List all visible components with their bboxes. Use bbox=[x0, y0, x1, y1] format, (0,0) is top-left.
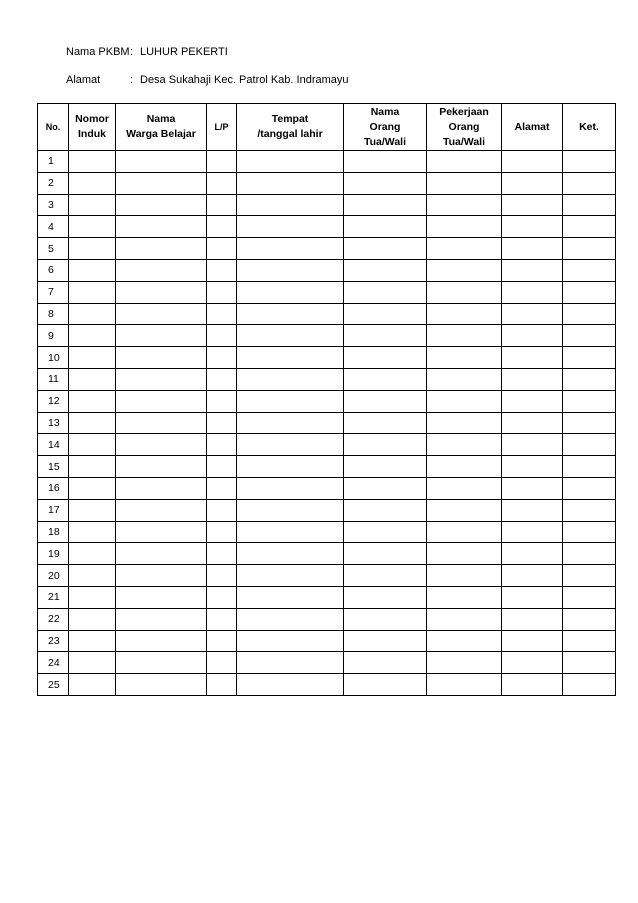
cell-lp[interactable] bbox=[207, 608, 237, 630]
cell-nomor-induk[interactable] bbox=[69, 608, 116, 630]
cell-lp[interactable] bbox=[207, 565, 237, 587]
cell-lp[interactable] bbox=[207, 216, 237, 238]
cell-ket[interactable] bbox=[563, 543, 616, 565]
cell-nomor-induk[interactable] bbox=[69, 412, 116, 434]
table-row bbox=[38, 238, 616, 260]
cell-nama-ortu[interactable] bbox=[344, 172, 427, 194]
cell-nama-ortu[interactable] bbox=[344, 565, 427, 587]
cell-no: 24 bbox=[38, 652, 69, 674]
cell-alamat[interactable] bbox=[502, 390, 563, 412]
cell-lp[interactable] bbox=[207, 586, 237, 608]
cell-tempat-lahir[interactable] bbox=[237, 216, 344, 238]
cell-lp[interactable] bbox=[207, 325, 237, 347]
cell-nama-ortu[interactable] bbox=[344, 434, 427, 456]
cell-tempat-lahir[interactable] bbox=[237, 390, 344, 412]
pkbm-name-row bbox=[66, 45, 228, 59]
cell-ket[interactable] bbox=[563, 325, 616, 347]
cell-nama[interactable] bbox=[116, 477, 207, 499]
cell-alamat[interactable] bbox=[502, 368, 563, 390]
cell-ket[interactable] bbox=[563, 347, 616, 369]
address-label: Alamat bbox=[66, 74, 101, 86]
table-row bbox=[38, 521, 616, 543]
table-row bbox=[38, 368, 616, 390]
cell-tempat-lahir[interactable] bbox=[237, 325, 344, 347]
cell-alamat[interactable] bbox=[502, 151, 563, 173]
cell-tempat-lahir[interactable] bbox=[237, 259, 344, 281]
table-row bbox=[38, 543, 616, 565]
cell-nama[interactable] bbox=[116, 238, 207, 260]
cell-nomor-induk[interactable] bbox=[69, 281, 116, 303]
table-body bbox=[38, 151, 616, 696]
cell-pekerjaan-ortu[interactable] bbox=[427, 325, 502, 347]
cell-ket[interactable] bbox=[563, 630, 616, 652]
cell-alamat[interactable] bbox=[502, 172, 563, 194]
cell-no: 17 bbox=[38, 499, 69, 521]
cell-tempat-lahir[interactable] bbox=[237, 303, 344, 325]
cell-ket[interactable] bbox=[563, 281, 616, 303]
cell-lp[interactable] bbox=[207, 303, 237, 325]
cell-nama[interactable] bbox=[116, 499, 207, 521]
cell-no: 20 bbox=[38, 565, 69, 587]
cell-nomor-induk[interactable] bbox=[69, 565, 116, 587]
cell-nama[interactable] bbox=[116, 303, 207, 325]
table-row bbox=[38, 652, 616, 674]
cell-lp[interactable] bbox=[207, 368, 237, 390]
cell-ket[interactable] bbox=[563, 238, 616, 260]
cell-alamat[interactable] bbox=[502, 238, 563, 260]
header-lp bbox=[207, 104, 237, 151]
cell-nomor-induk[interactable] bbox=[69, 521, 116, 543]
cell-nama[interactable] bbox=[116, 216, 207, 238]
table-row bbox=[38, 172, 616, 194]
cell-pekerjaan-ortu[interactable] bbox=[427, 456, 502, 478]
cell-nama-ortu[interactable] bbox=[344, 216, 427, 238]
header-pekerjaan-line-2: Orang bbox=[448, 120, 480, 133]
cell-nomor-induk[interactable] bbox=[69, 238, 116, 260]
header-tempat-tanggal-lahir bbox=[237, 104, 344, 151]
table-row bbox=[38, 412, 616, 434]
cell-alamat[interactable] bbox=[502, 499, 563, 521]
cell-lp[interactable] bbox=[207, 543, 237, 565]
cell-no: 14 bbox=[38, 434, 69, 456]
cell-no: 15 bbox=[38, 456, 69, 478]
table-row bbox=[38, 281, 616, 303]
table-row bbox=[38, 194, 616, 216]
table-row bbox=[38, 434, 616, 456]
cell-nama-ortu[interactable] bbox=[344, 412, 427, 434]
header-ket-line: Ket. bbox=[579, 120, 599, 133]
cell-alamat[interactable] bbox=[502, 477, 563, 499]
cell-pekerjaan-ortu[interactable] bbox=[427, 543, 502, 565]
cell-nama-ortu[interactable] bbox=[344, 238, 427, 260]
cell-nama-ortu[interactable] bbox=[344, 608, 427, 630]
cell-nama[interactable] bbox=[116, 259, 207, 281]
pkbm-name-label: Nama PKBM bbox=[66, 46, 130, 58]
cell-no: 7 bbox=[38, 281, 69, 303]
cell-nama[interactable] bbox=[116, 412, 207, 434]
address-row bbox=[66, 73, 349, 87]
cell-alamat[interactable] bbox=[502, 216, 563, 238]
cell-pekerjaan-ortu[interactable] bbox=[427, 368, 502, 390]
cell-nomor-induk[interactable] bbox=[69, 630, 116, 652]
header-pekerjaan-orang-tua bbox=[427, 104, 502, 151]
cell-ket[interactable] bbox=[563, 194, 616, 216]
cell-lp[interactable] bbox=[207, 652, 237, 674]
cell-nama[interactable] bbox=[116, 456, 207, 478]
cell-lp[interactable] bbox=[207, 347, 237, 369]
cell-tempat-lahir[interactable] bbox=[237, 347, 344, 369]
cell-ket[interactable] bbox=[563, 412, 616, 434]
cell-pekerjaan-ortu[interactable] bbox=[427, 434, 502, 456]
cell-nomor-induk[interactable] bbox=[69, 499, 116, 521]
cell-no: 11 bbox=[38, 368, 69, 390]
cell-nama-ortu[interactable] bbox=[344, 194, 427, 216]
cell-no: 1 bbox=[38, 151, 69, 173]
cell-tempat-lahir[interactable] bbox=[237, 172, 344, 194]
table-row bbox=[38, 477, 616, 499]
header-nama-line-2: Warga Belajar bbox=[126, 128, 196, 140]
cell-no: 19 bbox=[38, 543, 69, 565]
cell-no: 13 bbox=[38, 412, 69, 434]
cell-no: 6 bbox=[38, 259, 69, 281]
cell-nomor-induk[interactable] bbox=[69, 172, 116, 194]
header-nama-orang-tua bbox=[344, 104, 427, 151]
cell-ket[interactable] bbox=[563, 151, 616, 173]
cell-lp[interactable] bbox=[207, 434, 237, 456]
table-row bbox=[38, 259, 616, 281]
header-alamat bbox=[502, 104, 563, 151]
cell-nomor-induk[interactable] bbox=[69, 151, 116, 173]
cell-lp[interactable] bbox=[207, 259, 237, 281]
cell-pekerjaan-ortu[interactable] bbox=[427, 194, 502, 216]
cell-tempat-lahir[interactable] bbox=[237, 543, 344, 565]
cell-lp[interactable] bbox=[207, 151, 237, 173]
address-separator: : bbox=[130, 74, 134, 86]
cell-no: 2 bbox=[38, 172, 69, 194]
cell-tempat-lahir[interactable] bbox=[237, 456, 344, 478]
table-row bbox=[38, 216, 616, 238]
cell-pekerjaan-ortu[interactable] bbox=[427, 586, 502, 608]
cell-pekerjaan-ortu[interactable] bbox=[427, 521, 502, 543]
cell-nama-ortu[interactable] bbox=[344, 303, 427, 325]
cell-no: 10 bbox=[38, 347, 69, 369]
cell-nama[interactable] bbox=[116, 347, 207, 369]
header-nama-line-1: Nama bbox=[146, 113, 176, 125]
header-nomor-induk bbox=[69, 104, 116, 151]
cell-alamat[interactable] bbox=[502, 194, 563, 216]
cell-nomor-induk[interactable] bbox=[69, 586, 116, 608]
cell-pekerjaan-ortu[interactable] bbox=[427, 652, 502, 674]
cell-nomor-induk[interactable] bbox=[69, 434, 116, 456]
cell-pekerjaan-ortu[interactable] bbox=[427, 259, 502, 281]
cell-tempat-lahir[interactable] bbox=[237, 281, 344, 303]
table-row bbox=[38, 674, 616, 696]
cell-alamat[interactable] bbox=[502, 456, 563, 478]
table-row bbox=[38, 347, 616, 369]
cell-nama-ortu[interactable] bbox=[344, 674, 427, 696]
cell-lp[interactable] bbox=[207, 630, 237, 652]
cell-ket[interactable] bbox=[563, 477, 616, 499]
cell-no: 9 bbox=[38, 325, 69, 347]
header-nama-ortu-line-2: Orang bbox=[369, 120, 401, 133]
cell-ket[interactable] bbox=[563, 652, 616, 674]
cell-alamat[interactable] bbox=[502, 281, 563, 303]
cell-alamat[interactable] bbox=[502, 434, 563, 456]
cell-alamat[interactable] bbox=[502, 652, 563, 674]
cell-nama[interactable] bbox=[116, 630, 207, 652]
table-row bbox=[38, 456, 616, 478]
table-row bbox=[38, 608, 616, 630]
cell-ket[interactable] bbox=[563, 368, 616, 390]
cell-nama-ortu[interactable] bbox=[344, 390, 427, 412]
cell-pekerjaan-ortu[interactable] bbox=[427, 608, 502, 630]
cell-pekerjaan-ortu[interactable] bbox=[427, 172, 502, 194]
cell-no: 18 bbox=[38, 521, 69, 543]
cell-nama-ortu[interactable] bbox=[344, 347, 427, 369]
cell-ket[interactable] bbox=[563, 499, 616, 521]
cell-no: 23 bbox=[38, 630, 69, 652]
cell-tempat-lahir[interactable] bbox=[237, 586, 344, 608]
cell-nama[interactable] bbox=[116, 194, 207, 216]
cell-pekerjaan-ortu[interactable] bbox=[427, 630, 502, 652]
cell-alamat[interactable] bbox=[502, 521, 563, 543]
cell-no: 4 bbox=[38, 216, 69, 238]
cell-nama-ortu[interactable] bbox=[344, 652, 427, 674]
cell-pekerjaan-ortu[interactable] bbox=[427, 674, 502, 696]
student-roster-table bbox=[37, 103, 616, 696]
cell-tempat-lahir[interactable] bbox=[237, 521, 344, 543]
cell-pekerjaan-ortu[interactable] bbox=[427, 477, 502, 499]
cell-pekerjaan-ortu[interactable] bbox=[427, 216, 502, 238]
cell-tempat-lahir[interactable] bbox=[237, 630, 344, 652]
table-row bbox=[38, 303, 616, 325]
cell-tempat-lahir[interactable] bbox=[237, 194, 344, 216]
cell-alamat[interactable] bbox=[502, 259, 563, 281]
cell-ket[interactable] bbox=[563, 674, 616, 696]
cell-nama-ortu[interactable] bbox=[344, 259, 427, 281]
cell-nomor-induk[interactable] bbox=[69, 194, 116, 216]
cell-pekerjaan-ortu[interactable] bbox=[427, 281, 502, 303]
table-row bbox=[38, 630, 616, 652]
header-no bbox=[38, 104, 69, 151]
cell-tempat-lahir[interactable] bbox=[237, 477, 344, 499]
cell-nomor-induk[interactable] bbox=[69, 259, 116, 281]
cell-nama[interactable] bbox=[116, 368, 207, 390]
cell-alamat[interactable] bbox=[502, 630, 563, 652]
cell-tempat-lahir[interactable] bbox=[237, 434, 344, 456]
cell-alamat[interactable] bbox=[502, 412, 563, 434]
cell-lp[interactable] bbox=[207, 172, 237, 194]
cell-nama-ortu[interactable] bbox=[344, 543, 427, 565]
cell-nama[interactable] bbox=[116, 565, 207, 587]
cell-nomor-induk[interactable] bbox=[69, 477, 116, 499]
cell-nama-ortu[interactable] bbox=[344, 477, 427, 499]
table-row bbox=[38, 151, 616, 173]
table-row bbox=[38, 390, 616, 412]
cell-lp[interactable] bbox=[207, 477, 237, 499]
cell-nama[interactable] bbox=[116, 390, 207, 412]
cell-ket[interactable] bbox=[563, 172, 616, 194]
cell-ket[interactable] bbox=[563, 521, 616, 543]
cell-nomor-induk[interactable] bbox=[69, 216, 116, 238]
cell-lp[interactable] bbox=[207, 674, 237, 696]
cell-nama-ortu[interactable] bbox=[344, 151, 427, 173]
cell-nama[interactable] bbox=[116, 608, 207, 630]
cell-alamat[interactable] bbox=[502, 543, 563, 565]
cell-nama[interactable] bbox=[116, 652, 207, 674]
cell-pekerjaan-ortu[interactable] bbox=[427, 390, 502, 412]
cell-alamat[interactable] bbox=[502, 586, 563, 608]
cell-nomor-induk[interactable] bbox=[69, 543, 116, 565]
header-nomor-induk-line-2: Induk bbox=[78, 128, 106, 140]
cell-pekerjaan-ortu[interactable] bbox=[427, 565, 502, 587]
cell-nama[interactable] bbox=[116, 674, 207, 696]
cell-nama[interactable] bbox=[116, 325, 207, 347]
header-nama-ortu-line-1: Nama bbox=[370, 105, 400, 118]
cell-no: 16 bbox=[38, 477, 69, 499]
cell-tempat-lahir[interactable] bbox=[237, 499, 344, 521]
cell-nama-ortu[interactable] bbox=[344, 630, 427, 652]
cell-no: 21 bbox=[38, 586, 69, 608]
cell-tempat-lahir[interactable] bbox=[237, 238, 344, 260]
cell-nama[interactable] bbox=[116, 281, 207, 303]
cell-lp[interactable] bbox=[207, 456, 237, 478]
pkbm-name-separator: : bbox=[130, 46, 134, 58]
cell-pekerjaan-ortu[interactable] bbox=[427, 151, 502, 173]
cell-nomor-induk[interactable] bbox=[69, 368, 116, 390]
header-pekerjaan-line-1: Pekerjaan bbox=[439, 105, 489, 118]
header-alamat-line: Alamat bbox=[514, 120, 550, 133]
cell-tempat-lahir[interactable] bbox=[237, 674, 344, 696]
address-value: Desa Sukahaji Kec. Patrol Kab. Indramayu bbox=[140, 74, 349, 86]
header-lp-line: L/P bbox=[214, 121, 229, 132]
cell-nama-ortu[interactable] bbox=[344, 325, 427, 347]
cell-nama[interactable] bbox=[116, 521, 207, 543]
cell-alamat[interactable] bbox=[502, 325, 563, 347]
cell-pekerjaan-ortu[interactable] bbox=[427, 499, 502, 521]
header-tempat-line-2: /tanggal lahir bbox=[257, 128, 323, 140]
cell-tempat-lahir[interactable] bbox=[237, 652, 344, 674]
cell-no: 12 bbox=[38, 390, 69, 412]
cell-nomor-induk[interactable] bbox=[69, 303, 116, 325]
cell-nomor-induk[interactable] bbox=[69, 347, 116, 369]
cell-alamat[interactable] bbox=[502, 303, 563, 325]
header-tempat-line-1: Tempat bbox=[271, 113, 309, 125]
cell-tempat-lahir[interactable] bbox=[237, 565, 344, 587]
cell-nama[interactable] bbox=[116, 434, 207, 456]
cell-ket[interactable] bbox=[563, 456, 616, 478]
cell-pekerjaan-ortu[interactable] bbox=[427, 347, 502, 369]
cell-alamat[interactable] bbox=[502, 565, 563, 587]
cell-ket[interactable] bbox=[563, 434, 616, 456]
cell-nama-ortu[interactable] bbox=[344, 368, 427, 390]
cell-tempat-lahir[interactable] bbox=[237, 608, 344, 630]
header-nama-ortu-line-3: Tua/Wali bbox=[364, 135, 406, 148]
cell-nomor-induk[interactable] bbox=[69, 456, 116, 478]
cell-lp[interactable] bbox=[207, 390, 237, 412]
header-nama-warga-belajar bbox=[116, 104, 207, 151]
cell-pekerjaan-ortu[interactable] bbox=[427, 303, 502, 325]
cell-nomor-induk[interactable] bbox=[69, 674, 116, 696]
cell-nomor-induk[interactable] bbox=[69, 652, 116, 674]
cell-ket[interactable] bbox=[563, 216, 616, 238]
cell-nama[interactable] bbox=[116, 586, 207, 608]
pkbm-name-value: LUHUR PEKERTI bbox=[140, 46, 228, 58]
cell-pekerjaan-ortu[interactable] bbox=[427, 238, 502, 260]
cell-nomor-induk[interactable] bbox=[69, 325, 116, 347]
cell-ket[interactable] bbox=[563, 608, 616, 630]
table-row bbox=[38, 565, 616, 587]
header-pekerjaan-line-3: Tua/Wali bbox=[443, 135, 485, 148]
header-ket bbox=[563, 104, 616, 151]
header-nomor-induk-line-1: Nomor bbox=[75, 113, 109, 125]
cell-ket[interactable] bbox=[563, 586, 616, 608]
cell-tempat-lahir[interactable] bbox=[237, 412, 344, 434]
cell-lp[interactable] bbox=[207, 238, 237, 260]
cell-alamat[interactable] bbox=[502, 608, 563, 630]
cell-ket[interactable] bbox=[563, 390, 616, 412]
cell-nomor-induk[interactable] bbox=[69, 390, 116, 412]
cell-lp[interactable] bbox=[207, 521, 237, 543]
cell-nama[interactable] bbox=[116, 151, 207, 173]
cell-tempat-lahir[interactable] bbox=[237, 368, 344, 390]
cell-no: 3 bbox=[38, 194, 69, 216]
cell-nama-ortu[interactable] bbox=[344, 521, 427, 543]
cell-lp[interactable] bbox=[207, 194, 237, 216]
cell-nama-ortu[interactable] bbox=[344, 499, 427, 521]
cell-alamat[interactable] bbox=[502, 347, 563, 369]
cell-ket[interactable] bbox=[563, 303, 616, 325]
cell-lp[interactable] bbox=[207, 281, 237, 303]
cell-nama[interactable] bbox=[116, 543, 207, 565]
cell-no: 8 bbox=[38, 303, 69, 325]
cell-lp[interactable] bbox=[207, 499, 237, 521]
cell-lp[interactable] bbox=[207, 412, 237, 434]
cell-nama-ortu[interactable] bbox=[344, 281, 427, 303]
cell-tempat-lahir[interactable] bbox=[237, 151, 344, 173]
cell-no: 25 bbox=[38, 674, 69, 696]
cell-no: 22 bbox=[38, 608, 69, 630]
table-row bbox=[38, 325, 616, 347]
cell-no: 5 bbox=[38, 238, 69, 260]
cell-ket[interactable] bbox=[563, 259, 616, 281]
table-row bbox=[38, 499, 616, 521]
cell-pekerjaan-ortu[interactable] bbox=[427, 412, 502, 434]
table-header-row bbox=[38, 104, 616, 151]
cell-alamat[interactable] bbox=[502, 674, 563, 696]
cell-nama[interactable] bbox=[116, 172, 207, 194]
cell-ket[interactable] bbox=[563, 565, 616, 587]
cell-nama-ortu[interactable] bbox=[344, 456, 427, 478]
table-row bbox=[38, 586, 616, 608]
cell-nama-ortu[interactable] bbox=[344, 586, 427, 608]
header-no-line: No. bbox=[45, 121, 61, 132]
